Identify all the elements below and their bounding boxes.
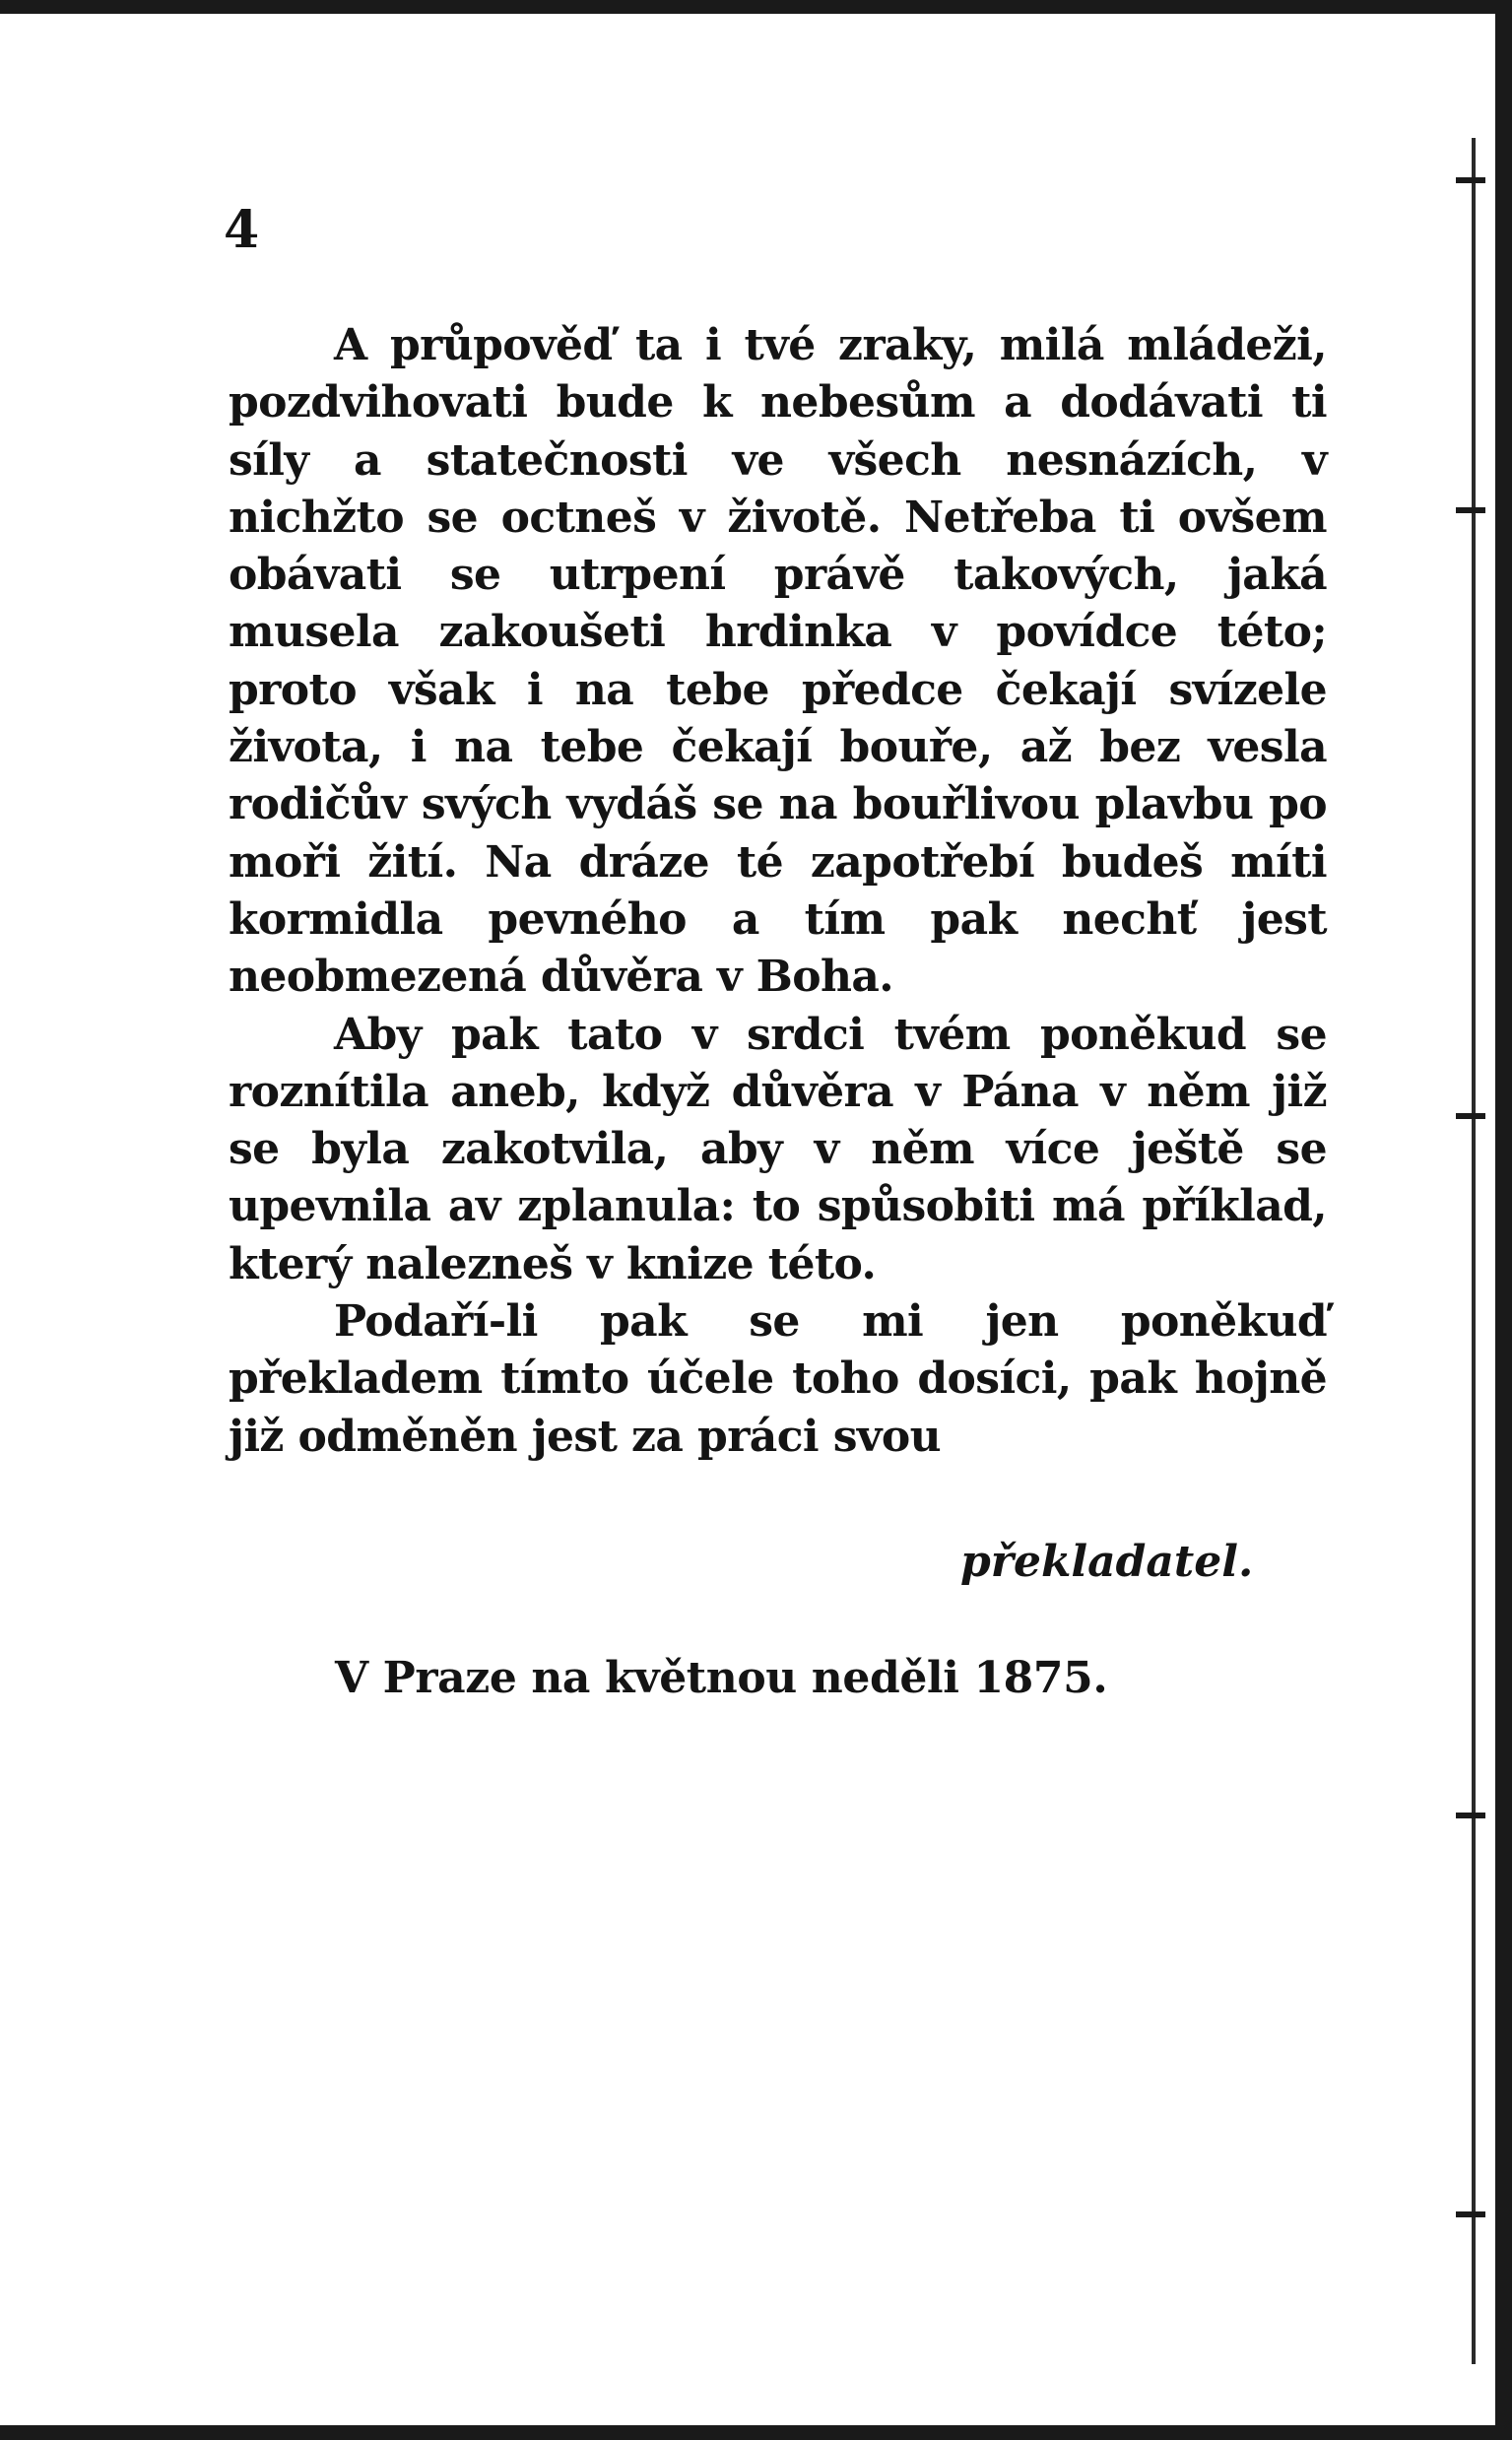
binding-tick-mark bbox=[1456, 1113, 1485, 1119]
body-text bbox=[229, 317, 1327, 1466]
paragraph-1: A průpověď ta i tvé zraky, milá mládeži, pozdvihovati bude k nebesům a dodávati ti síly a statečnosti ve všech nesnázích, v nichžto se octneš v životě. Netřeba ti ovšem obávati se utrpení právě takových, jaká musela zakoušeti hrdinka v povídce této; proto však i na tebe předce čekají svízele života, i na tebe čekají bouře, až bez vesla rodičův svých vydáš se na bouřlivou plavbu po moři žití. Na dráze té zapotřebí budeš míti kormidla pevného a tím pak nechť jest neobmezená důvěra v Boha. bbox=[229, 320, 1327, 1003]
binding-tick-mark bbox=[1456, 2211, 1485, 2217]
scan-border-bottom bbox=[0, 2425, 1512, 2440]
binding-edge-line bbox=[1472, 138, 1476, 2364]
paragraph-3: Podaří-li pak se mi jen poněkuď překladem tímto účele toho dosíci, pak hojně již odměněn jest za práci svou bbox=[229, 1296, 1327, 1462]
paragraph-2: Aby pak tato v srdci tvém poněkud se roznítila aneb, když důvěra v Pána v něm již se byla zakotvila, aby v něm více ještě se upevnila av zplanula: to spůsobiti má příklad, který nalezneš v knize této. bbox=[229, 1009, 1327, 1289]
translator-signature: překladatel. bbox=[960, 1537, 1254, 1587]
binding-tick-mark bbox=[1456, 177, 1485, 183]
page-number: 4 bbox=[224, 200, 260, 260]
scan-border-top bbox=[0, 0, 1512, 14]
place-date-line: V Praze na květnou neděli 1875. bbox=[335, 1653, 1108, 1703]
scan-border-right bbox=[1495, 0, 1512, 2440]
binding-tick-mark bbox=[1456, 1813, 1485, 1818]
binding-tick-mark bbox=[1456, 507, 1485, 513]
